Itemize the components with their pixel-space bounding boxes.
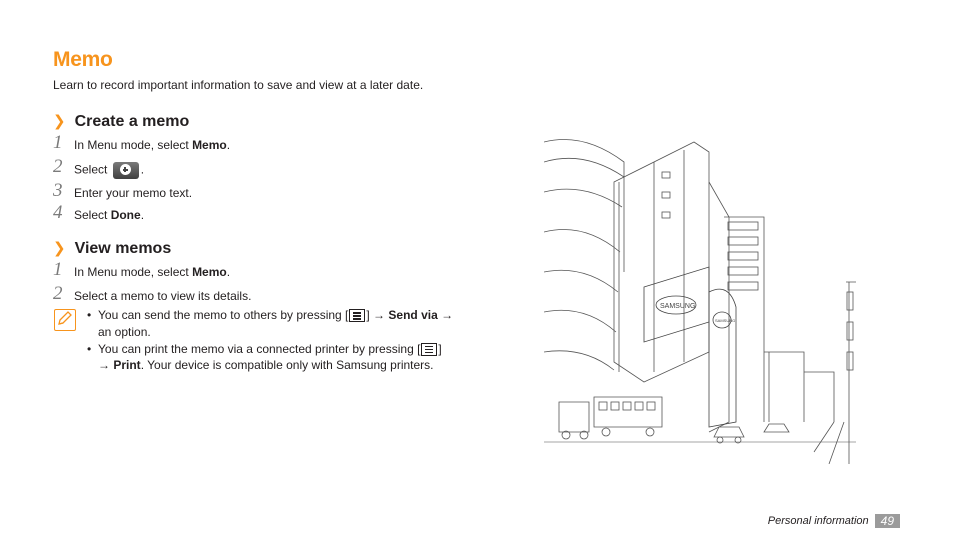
- page-title: Memo: [53, 48, 113, 71]
- list-item: • You can send the memo to others by pressing [ ] → Send via → an option.: [87, 307, 457, 340]
- page-footer: [768, 514, 900, 528]
- notes-list: [87, 307, 457, 374]
- step-number: 3: [53, 180, 63, 201]
- note-pencil-icon: [54, 309, 76, 331]
- step-number: 4: [53, 202, 63, 223]
- section-view-heading: ❯ View memos: [53, 240, 172, 257]
- menu-key-icon: [349, 309, 365, 322]
- menu-key-icon: [421, 343, 437, 356]
- chevron-right-icon: ❯: [53, 113, 66, 130]
- footer-section-label: Personal information: [767, 515, 869, 527]
- intro-text: Learn to record important information to save and view at a later date.: [53, 78, 424, 92]
- list-item: • You can print the memo via a connected printer by pressing [ ] → Print. Your device is compatible only with Samsung printers.: [87, 341, 457, 374]
- add-button-icon: [113, 162, 139, 179]
- page-number: 49: [875, 514, 900, 528]
- section-create-heading: ❯ Create a memo: [53, 113, 190, 130]
- billboard-text-1: SAMSUNG: [660, 303, 696, 310]
- billboard-text-2: SAMSUNG: [715, 318, 736, 323]
- city-street-illustration: [544, 122, 856, 464]
- chevron-right-icon: ❯: [53, 240, 66, 257]
- step-number: 1: [53, 259, 63, 280]
- step-number: 2: [53, 283, 63, 304]
- step-number: 1: [53, 132, 63, 153]
- step-number: 2: [53, 156, 63, 177]
